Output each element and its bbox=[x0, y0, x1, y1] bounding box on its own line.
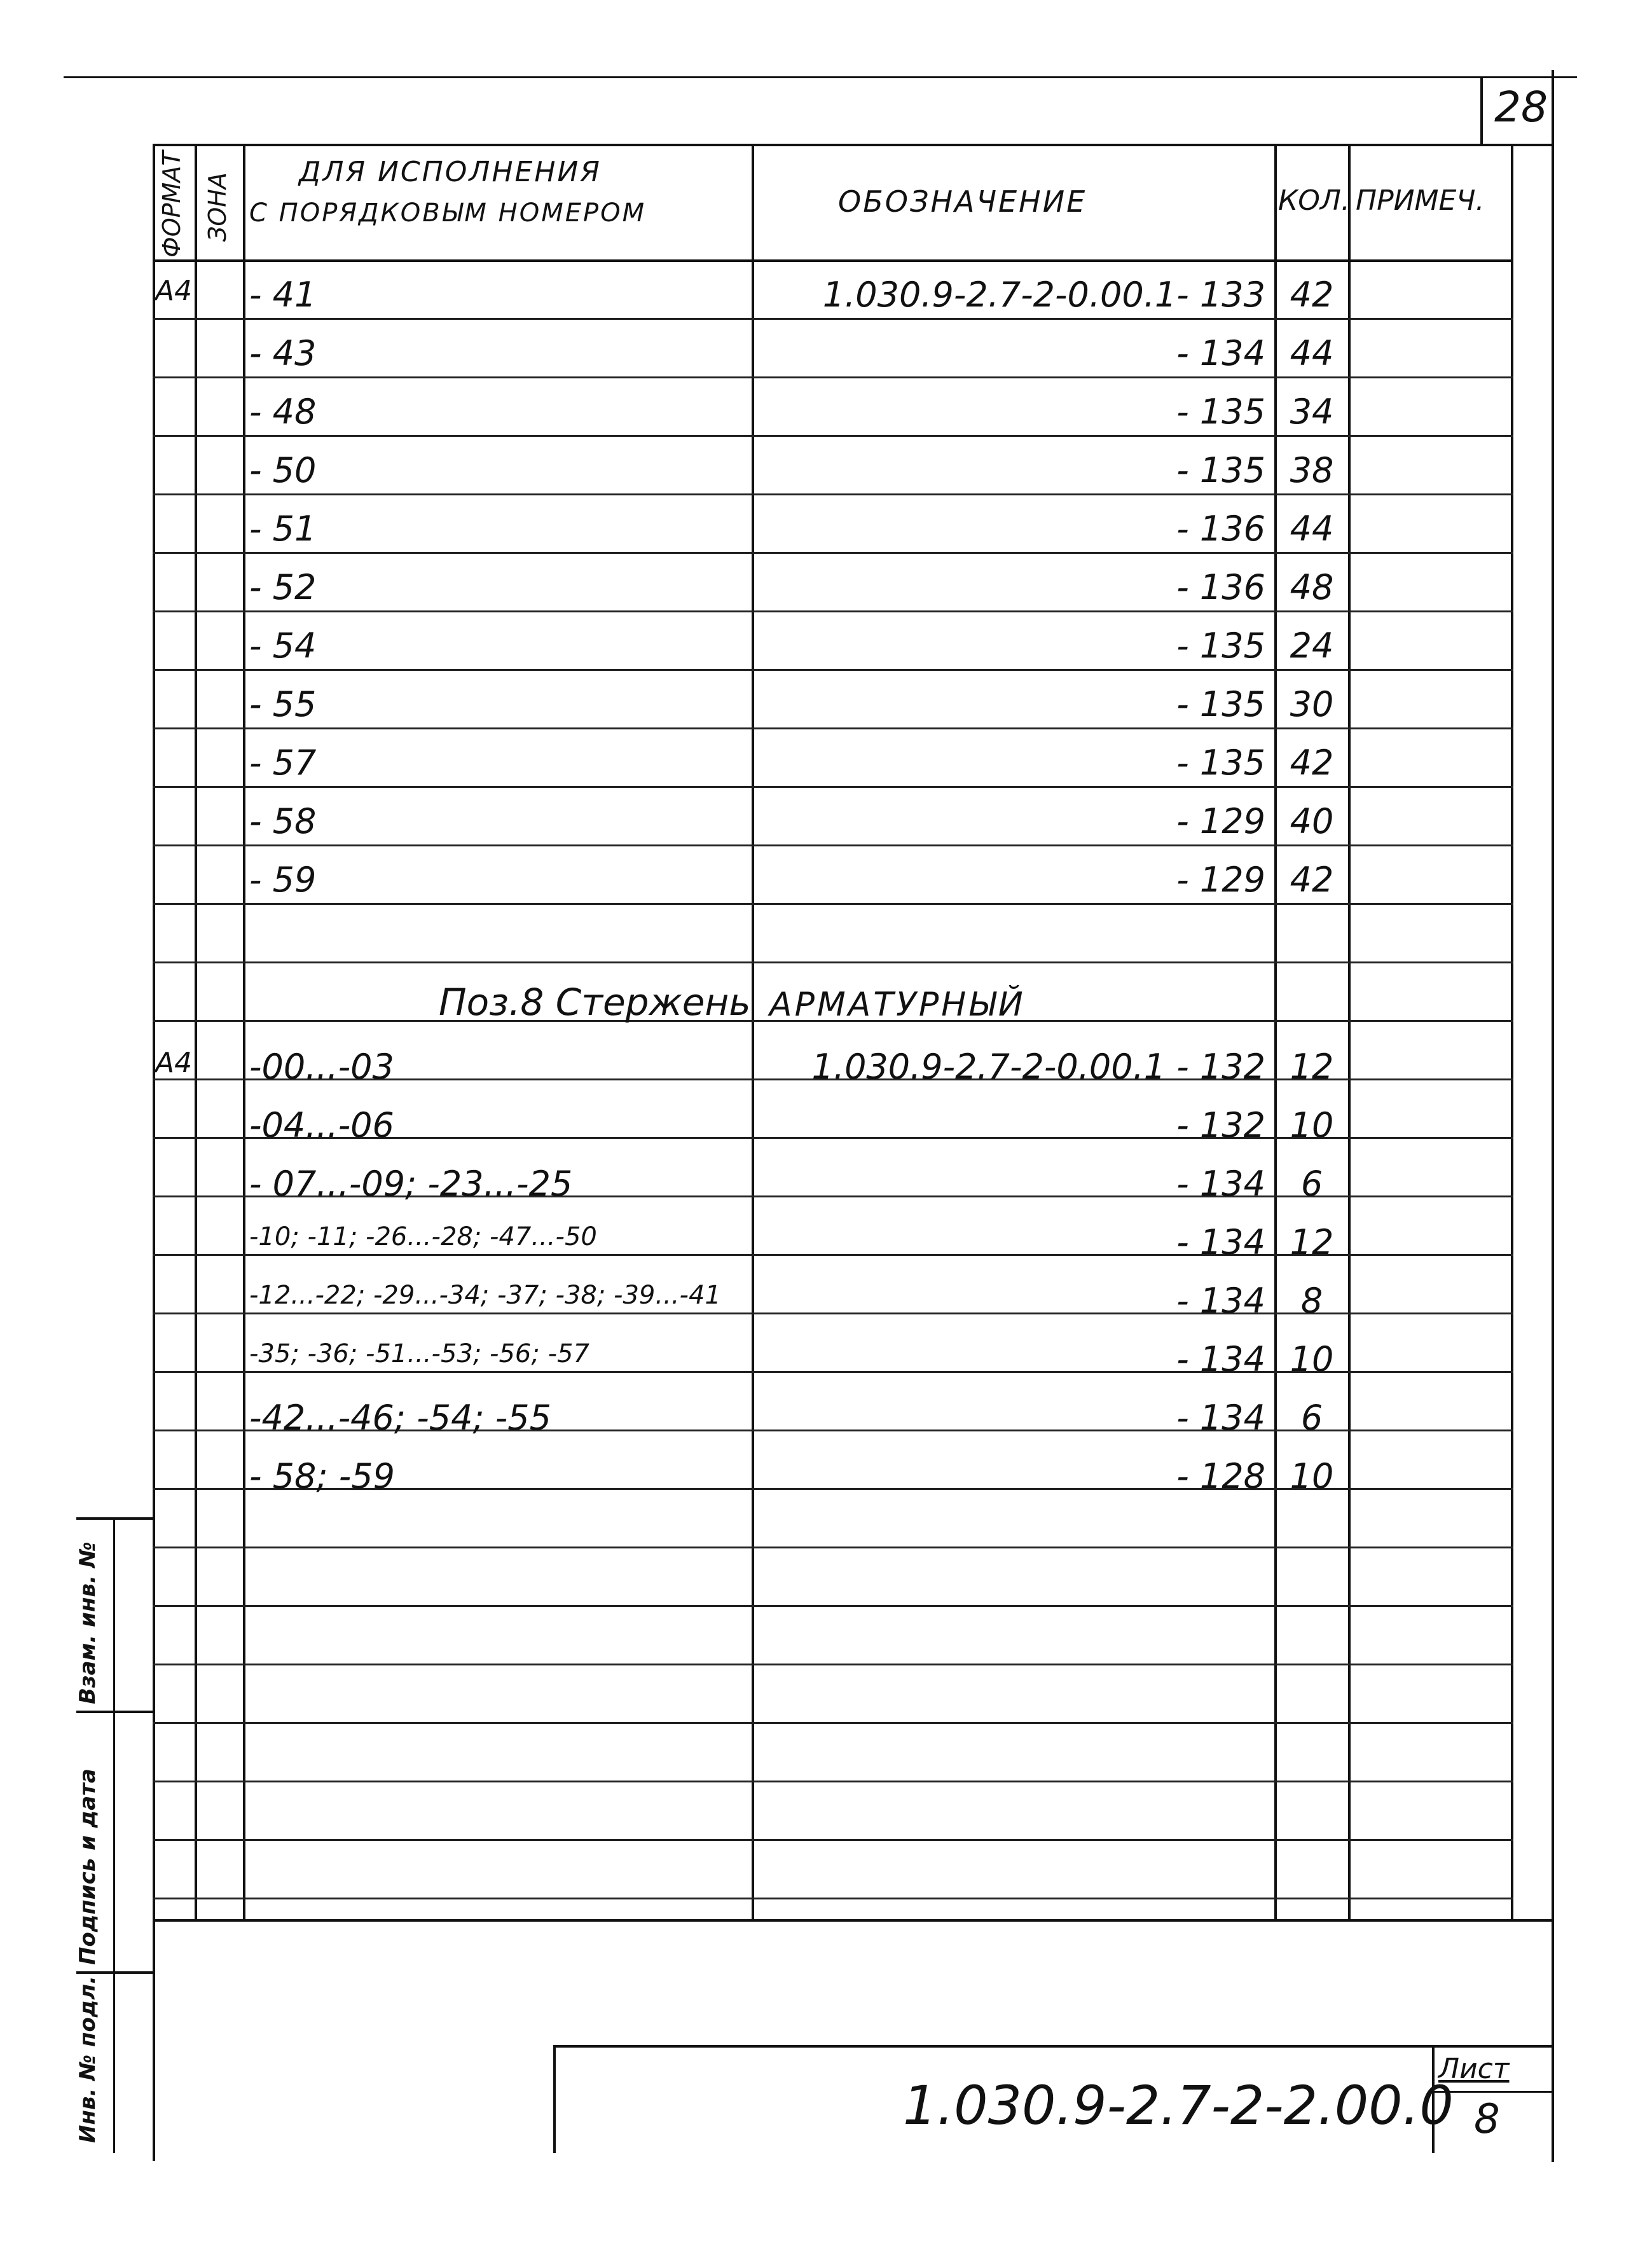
row-qty: 6 bbox=[1300, 1398, 1323, 1438]
row-qty: 10 bbox=[1290, 1456, 1334, 1496]
row-qty: 44 bbox=[1290, 333, 1334, 373]
row-designation: - 129 bbox=[1176, 801, 1265, 841]
row-qty: 44 bbox=[1290, 509, 1334, 549]
row-line bbox=[153, 669, 1513, 671]
col-line-designation bbox=[1274, 145, 1277, 1919]
row-line bbox=[153, 1781, 1513, 1782]
row-line bbox=[153, 844, 1513, 846]
row-qty: 10 bbox=[1290, 1339, 1334, 1379]
row-item: -42...-46; -54; -55 bbox=[249, 1398, 552, 1438]
row-qty: 12 bbox=[1290, 1222, 1334, 1262]
row-designation: - 136 bbox=[1176, 567, 1265, 607]
row-line bbox=[153, 727, 1513, 729]
row-line bbox=[153, 961, 1513, 963]
row-item: - 07...-09; -23...-25 bbox=[249, 1164, 573, 1204]
header-format: ФОРМАТ bbox=[158, 151, 186, 258]
row-item: - 48 bbox=[249, 392, 317, 432]
row-format: А4 bbox=[155, 275, 193, 307]
row-line bbox=[153, 1664, 1513, 1665]
row-qty: 42 bbox=[1290, 743, 1334, 783]
row-line bbox=[153, 903, 1513, 905]
section-title-left: Поз.8 Стержень bbox=[439, 981, 751, 1024]
row-designation: 1.030.9-2.7-2-0.00.1 - 132 bbox=[811, 1047, 1265, 1087]
col-line-zone bbox=[243, 145, 245, 1919]
row-line bbox=[153, 610, 1513, 612]
row-line bbox=[153, 1547, 1513, 1548]
row-designation: - 134 bbox=[1176, 1339, 1265, 1379]
row-line bbox=[153, 786, 1513, 788]
row-item: - 55 bbox=[249, 684, 317, 724]
row-item: - 41 bbox=[249, 275, 317, 315]
col-line-qty bbox=[1348, 145, 1351, 1919]
row-line bbox=[153, 1605, 1513, 1607]
sheet-number: 8 bbox=[1474, 2096, 1500, 2143]
row-qty: 34 bbox=[1290, 392, 1334, 432]
frame-right-line bbox=[1552, 70, 1554, 2162]
row-item: - 52 bbox=[249, 567, 317, 607]
header-qty: КОЛ. bbox=[1278, 184, 1350, 217]
row-item: -10; -11; -26...-28; -47...-50 bbox=[249, 1222, 597, 1251]
row-qty: 8 bbox=[1300, 1281, 1323, 1321]
row-qty: 40 bbox=[1290, 801, 1334, 841]
header-item-line2: С ПОРЯДКОВЫМ НОМЕРОМ bbox=[249, 198, 647, 228]
top-border-line bbox=[64, 76, 1577, 78]
header-note: ПРИМЕЧ. bbox=[1356, 184, 1485, 217]
col-line-format bbox=[195, 145, 197, 1919]
row-format: А4 bbox=[155, 1047, 193, 1079]
row-item: - 51 bbox=[249, 509, 317, 549]
title-block-left-line bbox=[553, 2045, 556, 2153]
row-item: - 43 bbox=[249, 333, 317, 373]
row-qty: 10 bbox=[1290, 1105, 1334, 1145]
row-designation: - 134 bbox=[1176, 1398, 1265, 1438]
side-stamp-inv-orig: Инв. № подл. bbox=[75, 1975, 100, 2143]
row-designation: - 135 bbox=[1176, 392, 1265, 432]
row-designation: - 135 bbox=[1176, 743, 1265, 783]
col-line-note bbox=[1511, 145, 1513, 1919]
row-designation: - 134 bbox=[1176, 1164, 1265, 1204]
title-block-top-line bbox=[553, 2045, 1554, 2048]
side-stamp-replace-inv: Взам. инв. № bbox=[75, 1541, 100, 1704]
row-qty: 42 bbox=[1290, 275, 1334, 315]
row-line bbox=[153, 376, 1513, 378]
header-designation: ОБОЗНАЧЕНИЕ bbox=[838, 184, 1087, 219]
row-designation: - 134 bbox=[1176, 1222, 1265, 1262]
row-item: - 58 bbox=[249, 801, 317, 841]
row-item: - 50 bbox=[249, 450, 317, 490]
row-qty: 48 bbox=[1290, 567, 1334, 607]
row-item: -00...-03 bbox=[249, 1047, 394, 1087]
section-title-right: АРМАТУРНЫЙ bbox=[769, 986, 1026, 1024]
row-item: - 54 bbox=[249, 626, 317, 666]
side-stamp-sign-date: Подпись и дата bbox=[75, 1768, 100, 1965]
page-number: 28 bbox=[1494, 83, 1548, 132]
row-qty: 24 bbox=[1290, 626, 1334, 666]
row-qty: 12 bbox=[1290, 1047, 1334, 1087]
header-bottom-line bbox=[153, 259, 1513, 262]
col-line-item bbox=[752, 145, 754, 1919]
row-designation: - 129 bbox=[1176, 860, 1265, 900]
row-designation: - 135 bbox=[1176, 684, 1265, 724]
row-qty: 6 bbox=[1300, 1164, 1323, 1204]
row-line bbox=[153, 1722, 1513, 1724]
row-line bbox=[153, 1898, 1513, 1899]
row-line bbox=[153, 552, 1513, 554]
header-top-line bbox=[153, 144, 1554, 146]
row-designation: - 135 bbox=[1176, 450, 1265, 490]
row-item: -35; -36; -51...-53; -56; -57 bbox=[249, 1339, 589, 1368]
page-number-box-left bbox=[1480, 76, 1483, 146]
row-designation: - 135 bbox=[1176, 626, 1265, 666]
row-designation: - 132 bbox=[1176, 1105, 1265, 1145]
row-item: -12...-22; -29...-34; -37; -38; -39...-41 bbox=[249, 1281, 721, 1310]
row-designation: - 134 bbox=[1176, 333, 1265, 373]
frame-left-line bbox=[153, 145, 155, 2161]
row-designation: - 136 bbox=[1176, 509, 1265, 549]
title-block-code: 1.030.9-2.7-2-2.00.0 bbox=[903, 2074, 1454, 2137]
row-designation: - 134 bbox=[1176, 1281, 1265, 1321]
side-stamp-inner-line bbox=[113, 1517, 115, 2153]
row-line bbox=[153, 493, 1513, 495]
header-item-line1: ДЛЯ ИСПОЛНЕНИЯ bbox=[299, 156, 602, 188]
row-qty: 38 bbox=[1290, 450, 1334, 490]
row-item: - 57 bbox=[249, 743, 317, 783]
row-line bbox=[153, 435, 1513, 437]
table-bottom-line bbox=[153, 1919, 1554, 1922]
header-zone: ЗОНА bbox=[203, 172, 231, 242]
row-item: - 59 bbox=[249, 860, 317, 900]
row-line bbox=[153, 318, 1513, 320]
row-designation: 1.030.9-2.7-2-0.00.1- 133 bbox=[822, 275, 1265, 315]
row-item: - 58; -59 bbox=[249, 1456, 395, 1496]
row-item: -04...-06 bbox=[249, 1105, 394, 1145]
row-designation: - 128 bbox=[1176, 1456, 1265, 1496]
row-qty: 42 bbox=[1290, 860, 1334, 900]
row-line bbox=[153, 1839, 1513, 1841]
row-qty: 30 bbox=[1290, 684, 1334, 724]
sheet-label: Лист bbox=[1438, 2053, 1510, 2085]
